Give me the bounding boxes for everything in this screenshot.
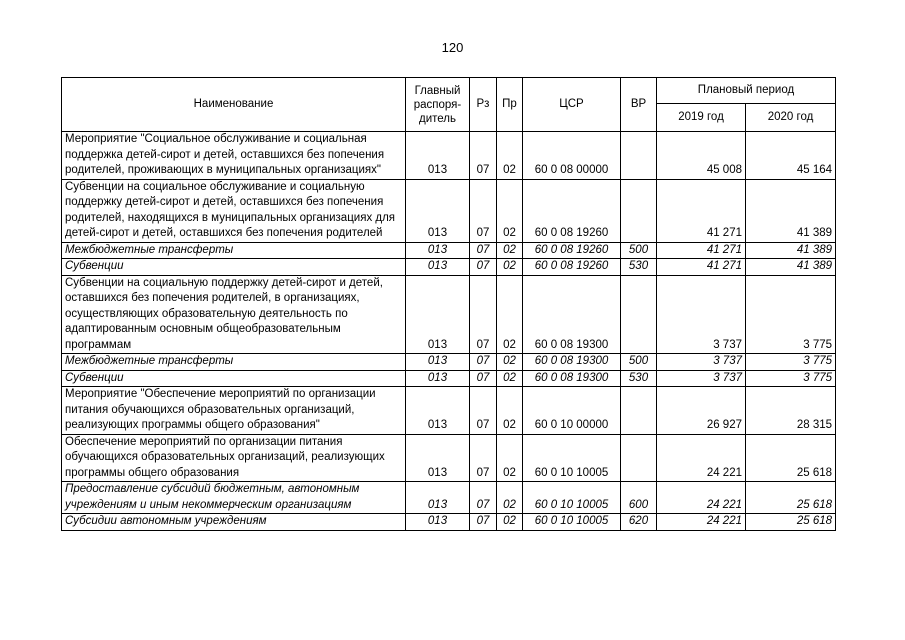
row-admin: 013 bbox=[406, 387, 470, 435]
row-2020: 28 315 bbox=[746, 387, 836, 435]
header-year-2020: 2020 год bbox=[746, 104, 836, 132]
row-2020: 3 775 bbox=[746, 275, 836, 354]
row-rz: 07 bbox=[470, 132, 497, 180]
row-admin: 013 bbox=[406, 132, 470, 180]
row-pr: 02 bbox=[497, 242, 523, 259]
row-2020: 41 389 bbox=[746, 242, 836, 259]
table-row bbox=[62, 242, 836, 259]
row-pr: 02 bbox=[497, 434, 523, 482]
row-name: Обеспечение мероприятий по организации питания обучающихся образовательных организаций, реализующих программы общего образования bbox=[62, 434, 406, 482]
row-vr: 500 bbox=[621, 354, 657, 371]
row-vr bbox=[621, 434, 657, 482]
header-admin-line2: распоря- bbox=[413, 98, 462, 111]
budget-table bbox=[61, 77, 836, 531]
row-vr: 530 bbox=[621, 370, 657, 387]
row-2020: 3 775 bbox=[746, 354, 836, 371]
row-2020: 45 164 bbox=[746, 132, 836, 180]
row-csr: 60 0 10 10005 bbox=[523, 514, 621, 531]
table-row bbox=[62, 259, 836, 276]
row-name: Мероприятие "Обеспечение мероприятий по организации питания обучающихся образовательных организаций, реализующих программы общего образования" bbox=[62, 387, 406, 435]
row-vr: 500 bbox=[621, 242, 657, 259]
row-csr: 60 0 10 00000 bbox=[523, 387, 621, 435]
row-pr: 02 bbox=[497, 354, 523, 371]
row-rz: 07 bbox=[470, 387, 497, 435]
row-admin: 013 bbox=[406, 242, 470, 259]
row-2020: 41 389 bbox=[746, 179, 836, 242]
table-row bbox=[62, 514, 836, 531]
table-row bbox=[62, 132, 836, 180]
row-vr bbox=[621, 275, 657, 354]
row-name: Субсидии автономным учреждениям bbox=[62, 514, 406, 531]
row-admin: 013 bbox=[406, 370, 470, 387]
header-pr: Пр bbox=[497, 78, 523, 132]
table-row bbox=[62, 179, 836, 242]
row-2020: 41 389 bbox=[746, 259, 836, 276]
row-2019: 3 737 bbox=[657, 354, 746, 371]
row-rz: 07 bbox=[470, 434, 497, 482]
table-row bbox=[62, 370, 836, 387]
row-2019: 41 271 bbox=[657, 259, 746, 276]
row-name: Межбюджетные трансферты bbox=[62, 242, 406, 259]
row-2020: 25 618 bbox=[746, 434, 836, 482]
row-pr: 02 bbox=[497, 275, 523, 354]
row-2019: 3 737 bbox=[657, 275, 746, 354]
row-pr: 02 bbox=[497, 179, 523, 242]
row-vr bbox=[621, 132, 657, 180]
row-2019: 24 221 bbox=[657, 482, 746, 514]
row-csr: 60 0 08 19260 bbox=[523, 179, 621, 242]
row-2020: 3 775 bbox=[746, 370, 836, 387]
row-vr: 530 bbox=[621, 259, 657, 276]
row-csr: 60 0 08 19260 bbox=[523, 259, 621, 276]
row-csr: 60 0 10 10005 bbox=[523, 434, 621, 482]
row-pr: 02 bbox=[497, 132, 523, 180]
header-admin bbox=[406, 78, 470, 132]
table-row bbox=[62, 387, 836, 435]
row-name: Субвенции на социальное обслуживание и социальную поддержку детей-сирот и детей, оставшихся без попечения родителей, находящихся в муниципальных организациях для детей-сирот и детей, оставшихся без попечения родителей bbox=[62, 179, 406, 242]
table-row bbox=[62, 275, 836, 354]
header-row-top bbox=[62, 78, 836, 104]
row-rz: 07 bbox=[470, 179, 497, 242]
row-2019: 45 008 bbox=[657, 132, 746, 180]
row-name: Субвенции на социальную поддержку детей-сирот и детей, оставшихся без попечения родителей, в организациях, осуществляющих образовательную деятельность по адаптированным основным общеобразовательным программам bbox=[62, 275, 406, 354]
row-pr: 02 bbox=[497, 259, 523, 276]
header-period: Плановый период bbox=[657, 78, 836, 104]
row-rz: 07 bbox=[470, 354, 497, 371]
table-row bbox=[62, 354, 836, 371]
row-csr: 60 0 08 19300 bbox=[523, 370, 621, 387]
header-name: Наименование bbox=[62, 78, 406, 132]
row-admin: 013 bbox=[406, 275, 470, 354]
row-csr: 60 0 08 00000 bbox=[523, 132, 621, 180]
row-2020: 25 618 bbox=[746, 514, 836, 531]
row-2019: 24 221 bbox=[657, 514, 746, 531]
row-admin: 013 bbox=[406, 354, 470, 371]
row-admin: 013 bbox=[406, 482, 470, 514]
row-name: Межбюджетные трансферты bbox=[62, 354, 406, 371]
header-rz: Рз bbox=[470, 78, 497, 132]
row-2019: 26 927 bbox=[657, 387, 746, 435]
page-number: 120 bbox=[441, 40, 464, 55]
row-admin: 013 bbox=[406, 514, 470, 531]
row-rz: 07 bbox=[470, 242, 497, 259]
row-admin: 013 bbox=[406, 259, 470, 276]
row-pr: 02 bbox=[497, 482, 523, 514]
row-name: Предоставление субсидий бюджетным, автономным учреждениям и иным некоммерческим организациям bbox=[62, 482, 406, 514]
row-vr bbox=[621, 387, 657, 435]
row-pr: 02 bbox=[497, 387, 523, 435]
row-rz: 07 bbox=[470, 370, 497, 387]
row-vr: 620 bbox=[621, 514, 657, 531]
row-rz: 07 bbox=[470, 482, 497, 514]
row-admin: 013 bbox=[406, 434, 470, 482]
row-2019: 41 271 bbox=[657, 242, 746, 259]
row-2019: 24 221 bbox=[657, 434, 746, 482]
row-vr bbox=[621, 179, 657, 242]
row-pr: 02 bbox=[497, 514, 523, 531]
row-csr: 60 0 08 19300 bbox=[523, 275, 621, 354]
row-name: Мероприятие "Социальное обслуживание и социальная поддержка детей-сирот и детей, оставшихся без попечения родителей, проживающих в муниципальных организациях" bbox=[62, 132, 406, 180]
row-admin: 013 bbox=[406, 179, 470, 242]
table-row bbox=[62, 434, 836, 482]
row-rz: 07 bbox=[470, 275, 497, 354]
row-csr: 60 0 08 19300 bbox=[523, 354, 621, 371]
row-rz: 07 bbox=[470, 514, 497, 531]
row-pr: 02 bbox=[497, 370, 523, 387]
row-csr: 60 0 08 19260 bbox=[523, 242, 621, 259]
header-year-2019: 2019 год bbox=[657, 104, 746, 132]
header-admin-line1: Главный bbox=[414, 84, 461, 97]
header-vr: ВР bbox=[621, 78, 657, 132]
row-csr: 60 0 10 10005 bbox=[523, 482, 621, 514]
table-row bbox=[62, 482, 836, 514]
header-admin-line3: дитель bbox=[419, 112, 456, 125]
row-2019: 3 737 bbox=[657, 370, 746, 387]
row-vr: 600 bbox=[621, 482, 657, 514]
row-2019: 41 271 bbox=[657, 179, 746, 242]
row-name: Субвенции bbox=[62, 370, 406, 387]
row-rz: 07 bbox=[470, 259, 497, 276]
row-2020: 25 618 bbox=[746, 482, 836, 514]
row-name: Субвенции bbox=[62, 259, 406, 276]
header-csr: ЦСР bbox=[523, 78, 621, 132]
